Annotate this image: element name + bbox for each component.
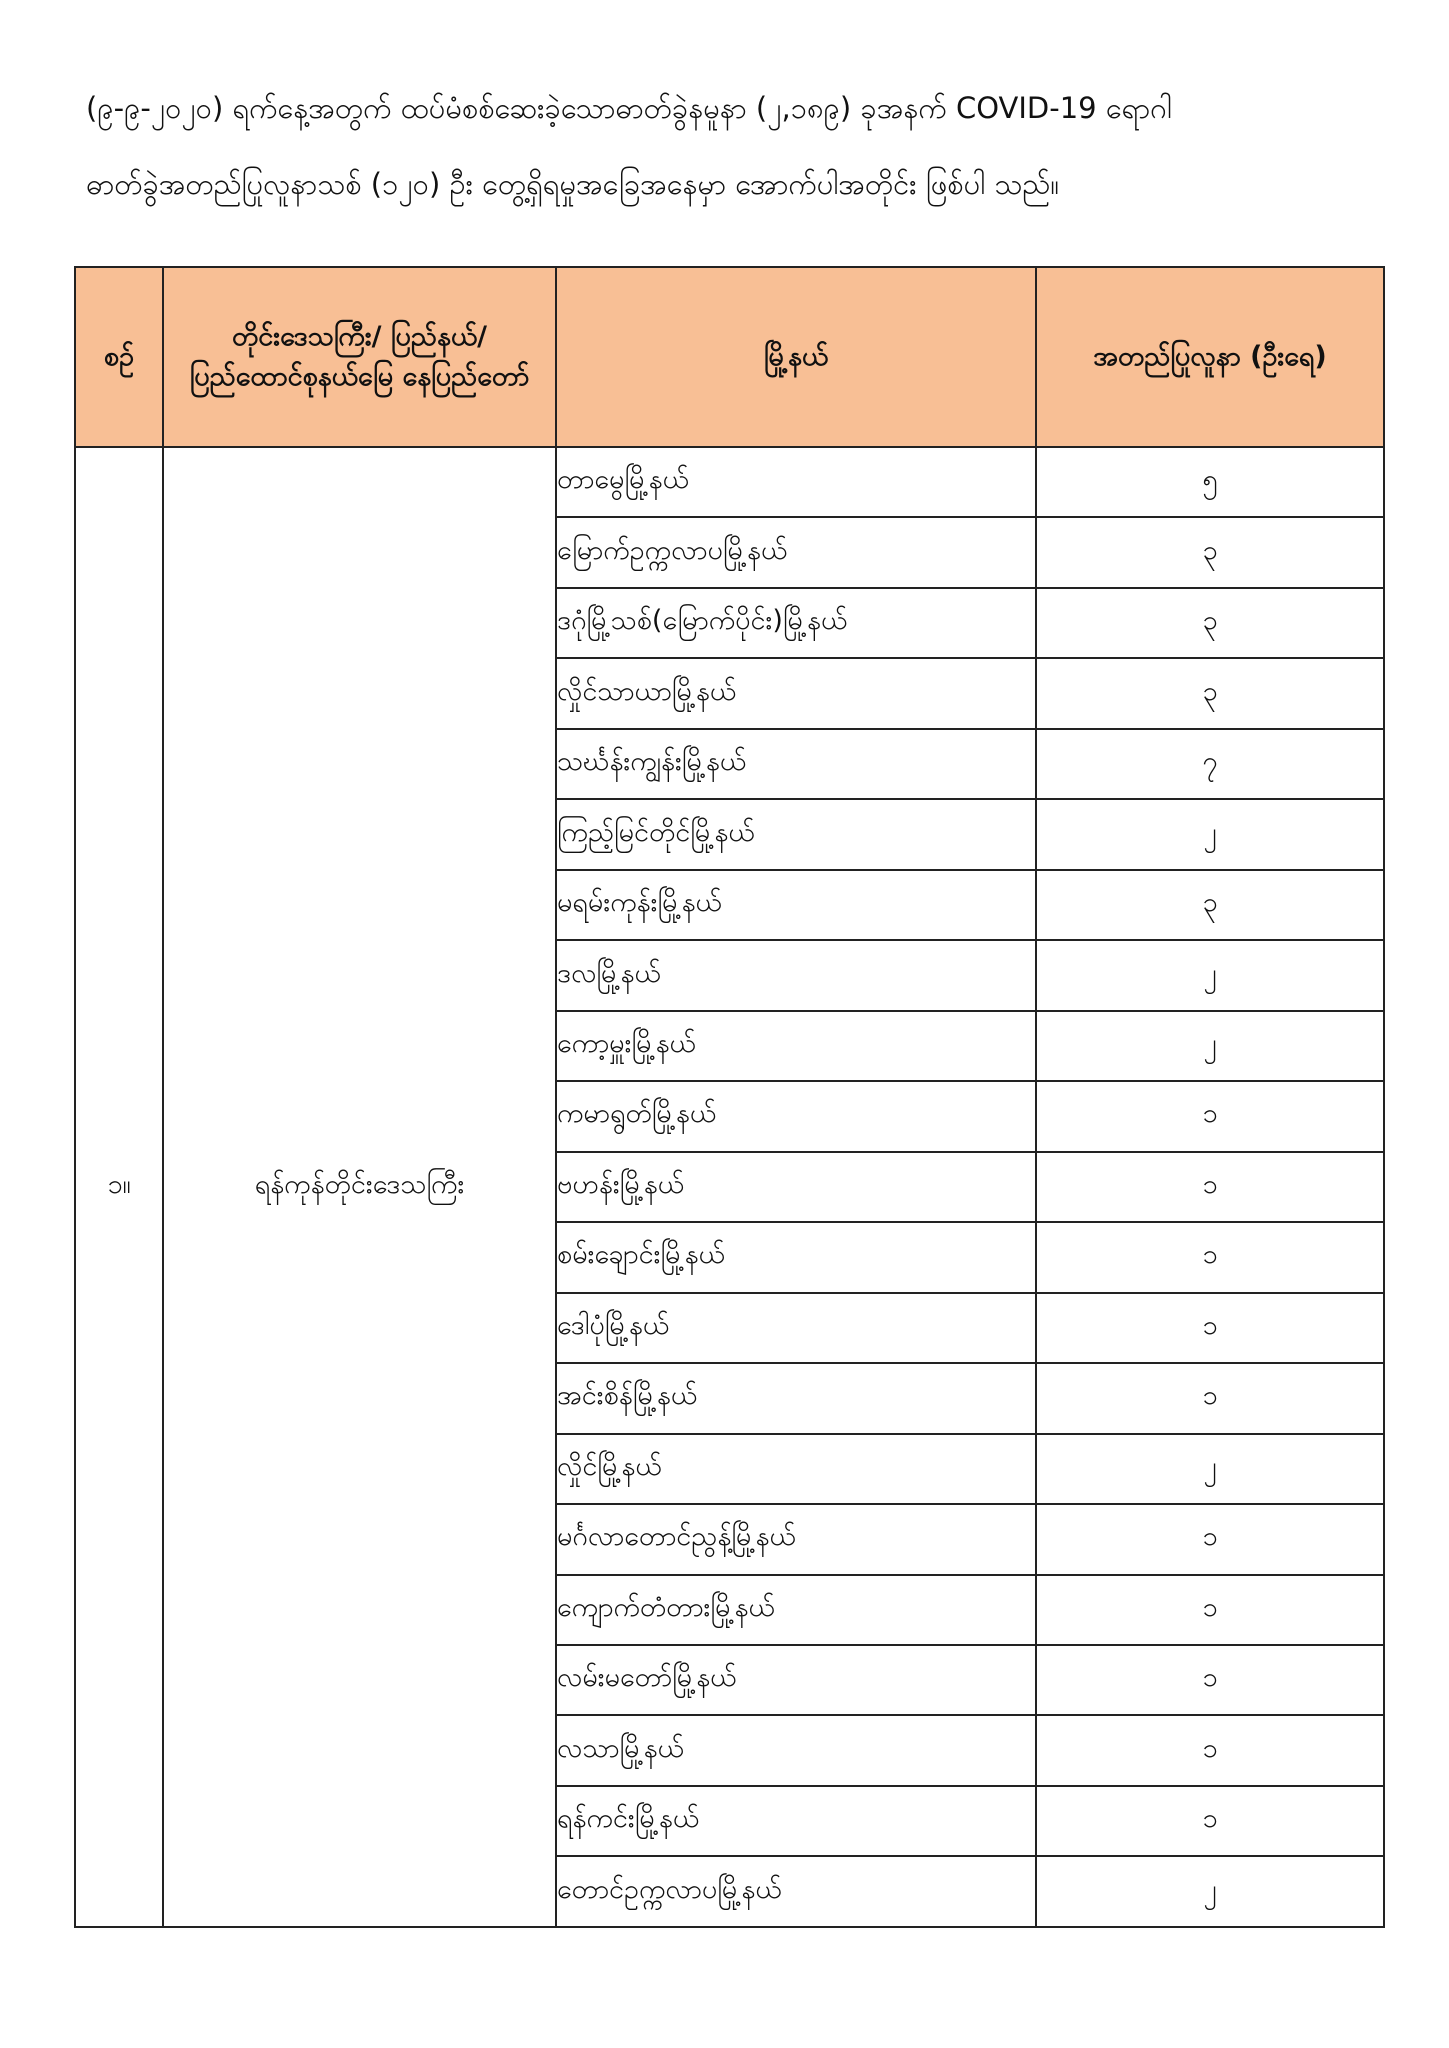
case-count-cell: ၂	[1036, 799, 1384, 869]
case-count-cell: ၁	[1036, 1363, 1384, 1433]
case-count-cell: ၁	[1036, 1645, 1384, 1715]
township-cell: ဗဟန်းမြို့နယ်	[556, 1152, 1036, 1222]
township-cell: တောင်ဥက္ကလာပမြို့နယ်	[556, 1856, 1036, 1927]
case-count-cell: ၁	[1036, 1504, 1384, 1574]
case-count-cell: ၁	[1036, 1786, 1384, 1856]
township-cell: ကျောက်တံတားမြို့နယ်	[556, 1575, 1036, 1645]
case-count-cell: ၃	[1036, 870, 1384, 940]
township-cell: ဒေါပုံမြို့နယ်	[556, 1293, 1036, 1363]
case-count-cell: ၇	[1036, 729, 1384, 799]
case-count-cell: ၁	[1036, 1575, 1384, 1645]
township-cell: မင်္ဂလာတောင်ညွန့်မြို့နယ်	[556, 1504, 1036, 1574]
township-cell: ကမာရွတ်မြို့နယ်	[556, 1081, 1036, 1151]
case-count-cell: ၂	[1036, 1856, 1384, 1927]
township-cell: လမ်းမတော်မြို့နယ်	[556, 1645, 1036, 1715]
township-cell: ဒဂုံမြို့သစ်(မြောက်ပိုင်း)မြို့နယ်	[556, 588, 1036, 658]
township-cell: ရန်ကင်းမြို့နယ်	[556, 1786, 1036, 1856]
cases-by-township-table	[74, 266, 1385, 1928]
case-count-cell: ၅	[1036, 447, 1384, 517]
township-cell: မရမ်းကုန်းမြို့နယ်	[556, 870, 1036, 940]
header-sr: စဉ်	[75, 267, 163, 447]
case-count-cell: ၃	[1036, 517, 1384, 587]
case-count-cell: ၃	[1036, 658, 1384, 728]
case-count-cell: ၁	[1036, 1715, 1384, 1785]
township-cell: လှိုင်သာယာမြို့နယ်	[556, 658, 1036, 728]
township-cell: စမ်းချောင်းမြို့နယ်	[556, 1222, 1036, 1292]
header-count: အတည်ပြုလူနာ (ဦးရေ)	[1036, 267, 1384, 447]
table-row	[75, 447, 1384, 517]
serial-number-cell: ၁။	[75, 447, 163, 1927]
case-count-cell: ၁	[1036, 1152, 1384, 1222]
intro-paragraph	[86, 88, 1386, 204]
table-header-row	[75, 267, 1384, 447]
header-region: တိုင်းဒေသကြီး/ ပြည်နယ်/ ပြည်ထောင်စုနယ်မြေ နေပြည်တော်	[163, 267, 556, 447]
township-cell: အင်းစိန်မြို့နယ်	[556, 1363, 1036, 1433]
township-cell: ကော့မှူးမြို့နယ်	[556, 1011, 1036, 1081]
township-cell: မြောက်ဥက္ကလာပမြို့နယ်	[556, 517, 1036, 587]
case-count-cell: ၁	[1036, 1222, 1384, 1292]
table-body	[75, 447, 1384, 1927]
intro-line-1: (၉-၉-၂၀၂၀) ရက်နေ့အတွက် ထပ်မံစစ်ဆေးခဲ့သောဓာတ်ခွဲနမူနာ (၂,၁၈၉) ခုအနက် COVID-19 ရောဂါ	[86, 91, 1172, 125]
township-cell: ကြည့်မြင်တိုင်မြို့နယ်	[556, 799, 1036, 869]
township-cell: လသာမြို့နယ်	[556, 1715, 1036, 1785]
township-cell: သင်္ဃန်းကျွန်းမြို့နယ်	[556, 729, 1036, 799]
township-cell: လှိုင်မြို့နယ်	[556, 1434, 1036, 1504]
case-count-cell: ၁	[1036, 1081, 1384, 1151]
township-cell: တာမွေမြို့နယ်	[556, 447, 1036, 517]
township-cell: ဒလမြို့နယ်	[556, 940, 1036, 1010]
case-count-cell: ၂	[1036, 1011, 1384, 1081]
intro-line-2: ဓာတ်ခွဲအတည်ပြုလူနာသစ် (၁၂၀) ဦး တွေ့ရှိရမှုအခြေအနေမှာ အောက်ပါအတိုင်း ဖြစ်ပါ သည်။	[86, 167, 1060, 201]
header-township: မြို့နယ်	[556, 267, 1036, 447]
case-count-cell: ၁	[1036, 1293, 1384, 1363]
case-count-cell: ၃	[1036, 588, 1384, 658]
case-count-cell: ၂	[1036, 940, 1384, 1010]
region-cell: ရန်ကုန်တိုင်းဒေသကြီး	[163, 447, 556, 1927]
case-count-cell: ၂	[1036, 1434, 1384, 1504]
